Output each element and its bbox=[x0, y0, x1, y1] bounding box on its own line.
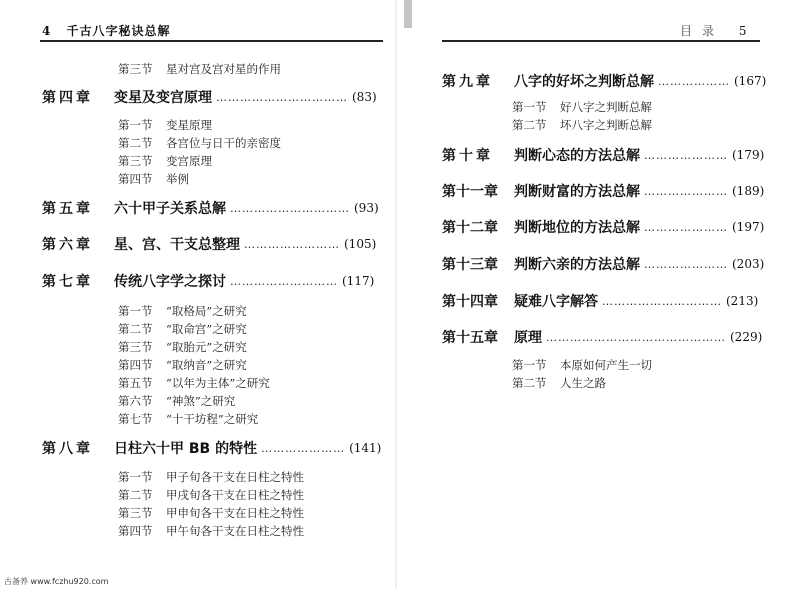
chapter-page: (179) bbox=[732, 148, 765, 162]
toc-section bbox=[118, 320, 247, 338]
section-label: 第五节 bbox=[118, 376, 153, 390]
leader-dots: ………………… bbox=[644, 148, 728, 162]
section-title: 变星原理 bbox=[166, 118, 212, 132]
section-label: 第二节 bbox=[512, 376, 547, 390]
toc-chapter-15[interactable] bbox=[442, 326, 762, 348]
leader-dots: ……………………… bbox=[230, 274, 338, 288]
section-label: 第一节 bbox=[512, 100, 547, 114]
toc-section bbox=[512, 356, 652, 374]
chapter-page: (167) bbox=[734, 74, 767, 88]
toc-heading: 目录 bbox=[680, 24, 725, 38]
leader-dots: …………………… bbox=[244, 237, 340, 251]
toc-section bbox=[118, 338, 247, 356]
toc-section bbox=[118, 392, 235, 410]
chapter-page: (229) bbox=[730, 330, 763, 344]
section-label: 第二节 bbox=[512, 118, 547, 132]
section-label: 第一节 bbox=[118, 118, 153, 132]
chapter-title: 六十甲子关系总解 bbox=[114, 201, 226, 217]
section-label: 第一节 bbox=[118, 470, 153, 484]
leader-dots: …………………………… bbox=[216, 90, 348, 104]
chapter-title: 传统八字学之探讨 bbox=[114, 274, 226, 290]
toc-section bbox=[118, 152, 212, 170]
toc-section bbox=[118, 356, 247, 374]
toc-section bbox=[118, 116, 212, 134]
section-label: 第一节 bbox=[512, 358, 547, 372]
toc-section bbox=[118, 170, 189, 188]
section-label: 第二节 bbox=[118, 322, 153, 336]
right-page bbox=[396, 0, 793, 589]
chapter-number: 第五章 bbox=[42, 201, 93, 217]
chapter-page: (203) bbox=[732, 257, 765, 271]
toc-section bbox=[118, 134, 281, 152]
section-title: 甲午旬各干支在日柱之特性 bbox=[166, 524, 304, 538]
chapter-number: 第十五章 bbox=[442, 330, 498, 346]
chapter-page: (213) bbox=[726, 294, 759, 308]
chapter-title: 日柱六十甲 BB 的特性 bbox=[114, 441, 258, 457]
chapter-title: 原理 bbox=[514, 330, 542, 346]
toc-chapter-7[interactable] bbox=[42, 270, 374, 292]
section-title: 星对宫及宫对星的作用 bbox=[166, 62, 281, 76]
section-title: “神煞”之研究 bbox=[166, 394, 236, 408]
section-label: 第四节 bbox=[118, 172, 153, 186]
section-title: 本原如何产生一切 bbox=[560, 358, 652, 372]
section-label: 第三节 bbox=[118, 506, 153, 520]
right-running-header bbox=[680, 22, 747, 39]
section-title: “取纳音”之研究 bbox=[166, 358, 247, 372]
leader-dots: ………………… bbox=[261, 441, 346, 455]
toc-chapter-12[interactable] bbox=[442, 216, 764, 238]
toc-chapter-5[interactable] bbox=[42, 197, 379, 219]
leader-dots: ………………… bbox=[644, 220, 728, 234]
toc-chapter-4[interactable] bbox=[42, 86, 377, 108]
left-page bbox=[0, 0, 395, 589]
chapter-page: (197) bbox=[732, 220, 765, 234]
leader-dots: ………………………… bbox=[230, 201, 350, 215]
chapter-title: 疑难八字解答 bbox=[514, 294, 598, 310]
chapter-number: 第七章 bbox=[42, 274, 93, 290]
book-title: 千古八字秘诀总解 bbox=[66, 24, 171, 38]
toc-chapter-13[interactable] bbox=[442, 253, 764, 275]
chapter-number: 第四章 bbox=[42, 90, 93, 106]
section-label: 第三节 bbox=[118, 62, 153, 76]
section-label: 第三节 bbox=[118, 154, 153, 168]
section-label: 第四节 bbox=[118, 358, 153, 372]
toc-section bbox=[118, 410, 258, 428]
chapter-title: 判断财富的方法总解 bbox=[514, 184, 640, 200]
chapter-page: (83) bbox=[352, 90, 377, 104]
chapter-number: 第十三章 bbox=[442, 257, 498, 273]
section-title: 人生之路 bbox=[560, 376, 606, 390]
site-watermark: 古备养 www.fczhu920.com bbox=[4, 577, 109, 586]
left-running-header bbox=[42, 22, 171, 39]
chapter-number: 第十二章 bbox=[442, 220, 498, 236]
section-title: “取命宫”之研究 bbox=[166, 322, 247, 336]
toc-chapter-10[interactable] bbox=[442, 144, 764, 166]
right-page-number: 5 bbox=[738, 24, 748, 38]
chapter-page: (93) bbox=[354, 201, 379, 215]
toc-section bbox=[118, 468, 304, 486]
leader-dots: ………………… bbox=[644, 184, 728, 198]
section-title: “以年为主体”之研究 bbox=[166, 376, 270, 390]
chapter-number: 第八章 bbox=[42, 441, 93, 457]
chapter-title: 八字的好坏之判断总解 bbox=[514, 74, 654, 90]
section-label: 第二节 bbox=[118, 488, 153, 502]
toc-section bbox=[118, 374, 270, 392]
section-title: 变宫原理 bbox=[166, 154, 212, 168]
section-title: “十干坊程”之研究 bbox=[166, 412, 259, 426]
toc-section bbox=[118, 504, 304, 522]
toc-section bbox=[118, 60, 281, 78]
toc-section bbox=[118, 302, 247, 320]
leader-dots: ………………………… bbox=[602, 294, 722, 308]
toc-section bbox=[118, 486, 304, 504]
leader-dots: ………………… bbox=[644, 257, 728, 271]
chapter-title: 判断地位的方法总解 bbox=[514, 220, 640, 236]
leader-dots: ……………… bbox=[658, 74, 730, 88]
chapter-title: 变星及变宫原理 bbox=[114, 90, 212, 106]
section-label: 第四节 bbox=[118, 524, 153, 538]
toc-section bbox=[512, 116, 652, 134]
chapter-title: 星、宫、干支总整理 bbox=[114, 237, 240, 253]
section-title: 坏八字之判断总解 bbox=[560, 118, 652, 132]
section-title: 甲子旬各干支在日柱之特性 bbox=[166, 470, 304, 484]
chapter-page: (105) bbox=[344, 237, 377, 251]
leader-dots: ……………………………………… bbox=[546, 330, 726, 344]
chapter-page: (189) bbox=[732, 184, 765, 198]
toc-chapter-6[interactable] bbox=[42, 233, 376, 255]
section-label: 第一节 bbox=[118, 304, 153, 318]
chapter-page: (117) bbox=[342, 274, 375, 288]
toc-chapter-14[interactable] bbox=[442, 290, 758, 312]
chapter-title: 判断心态的方法总解 bbox=[514, 148, 640, 164]
section-label: 第二节 bbox=[118, 136, 153, 150]
chapter-page: (141) bbox=[349, 441, 382, 455]
toc-chapter-9[interactable] bbox=[442, 70, 766, 92]
section-title: “取格局”之研究 bbox=[166, 304, 247, 318]
chapter-number: 第六章 bbox=[42, 237, 93, 253]
toc-chapter-8[interactable] bbox=[42, 437, 381, 459]
chapter-number: 第九章 bbox=[442, 74, 493, 90]
section-title: 甲戌旬各干支在日柱之特性 bbox=[166, 488, 304, 502]
chapter-title: 判断六亲的方法总解 bbox=[514, 257, 640, 273]
chapter-number: 第十章 bbox=[442, 148, 493, 164]
section-title: “取胎元”之研究 bbox=[166, 340, 247, 354]
toc-section bbox=[512, 374, 606, 392]
toc-section bbox=[118, 522, 304, 540]
section-label: 第七节 bbox=[118, 412, 153, 426]
right-header-rule bbox=[442, 40, 760, 42]
section-title: 各宫位与日干的亲密度 bbox=[166, 136, 281, 150]
toc-chapter-11[interactable] bbox=[442, 180, 764, 202]
section-title: 好八字之判断总解 bbox=[560, 100, 652, 114]
section-label: 第六节 bbox=[118, 394, 153, 408]
chapter-number: 第十一章 bbox=[442, 184, 498, 200]
chapter-number: 第十四章 bbox=[442, 294, 498, 310]
left-page-number: 4 bbox=[42, 24, 52, 38]
section-title: 甲申旬各干支在日柱之特性 bbox=[166, 506, 304, 520]
section-label: 第三节 bbox=[118, 340, 153, 354]
section-title: 举例 bbox=[166, 172, 189, 186]
left-header-rule bbox=[40, 40, 383, 42]
toc-section bbox=[512, 98, 652, 116]
